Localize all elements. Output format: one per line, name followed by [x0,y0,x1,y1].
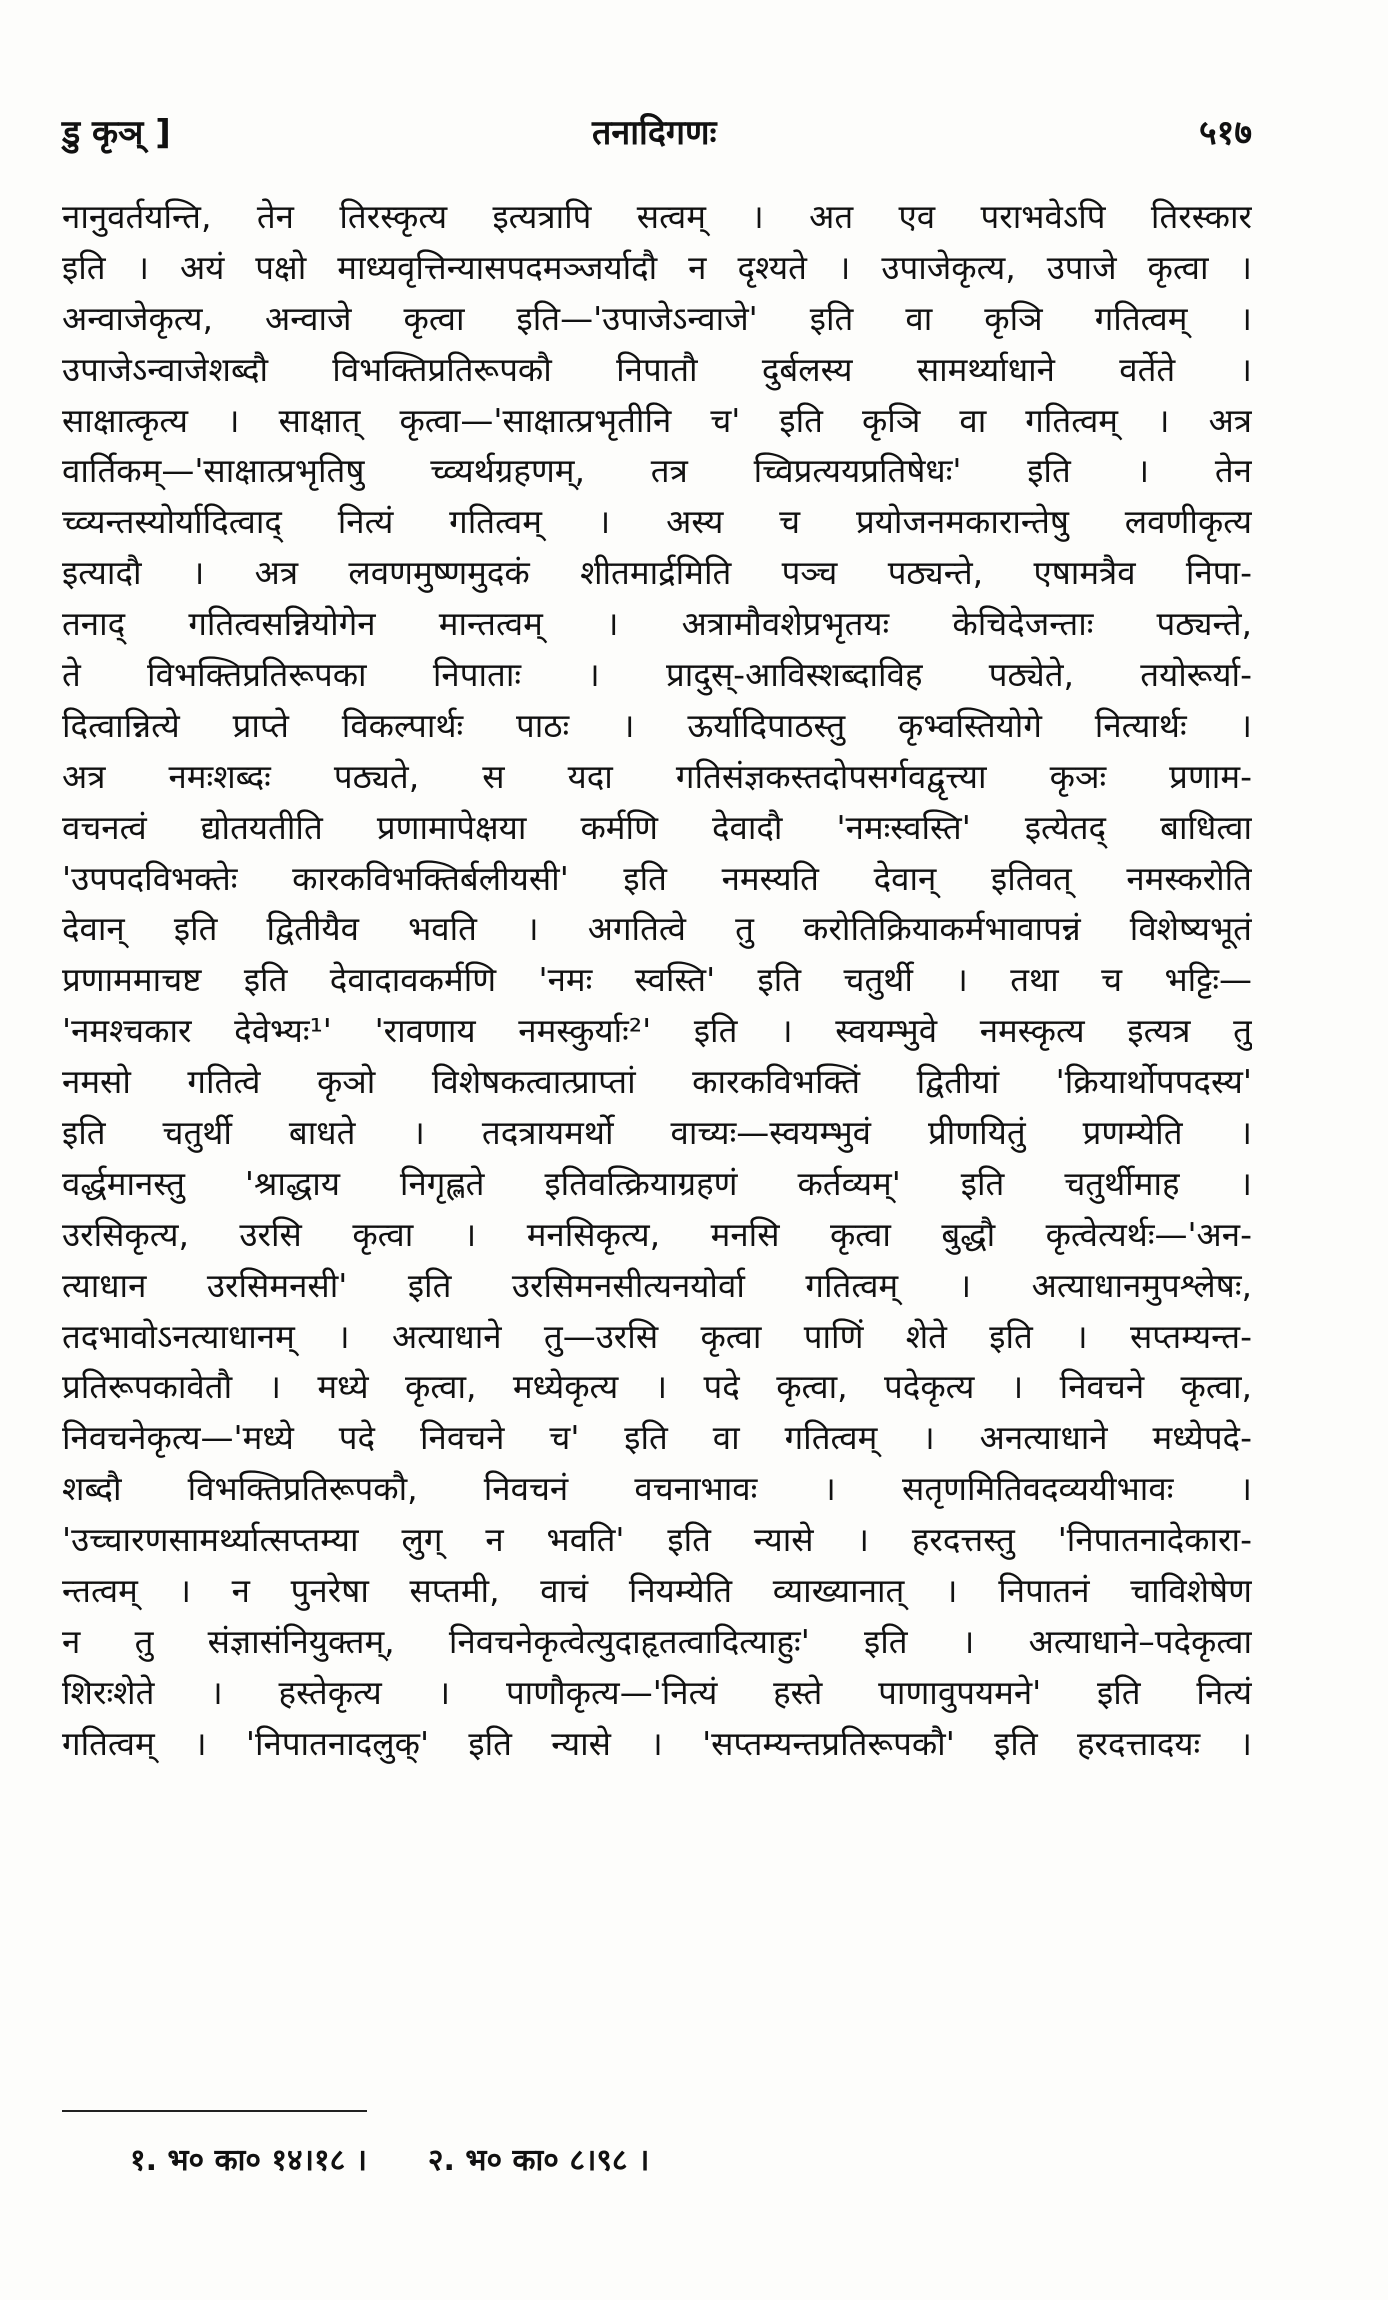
text-line: देवान् इति द्वितीयैव भवति । अगतित्वे तु करोतिक्रियाकर्मभावापन्नं विशेष्यभूतं [62,909,1252,949]
text-line: शब्दौ विभक्तिप्रतिरूपकौ, निवचनं वचनाभावः । सतृणमितिवदव्ययीभावः । [62,1469,1252,1509]
text-line: इत्यादौ । अत्र लवणमुष्णमुदकं शीतमार्द्रमिति पञ्च पठ्यन्ते, एषामत्रैव निपा- [62,553,1252,593]
text-line: निवचनेकृत्य—'मध्ये पदे निवचने च' इति वा गतित्वम् । अनत्याधाने मध्येपदे- [62,1418,1252,1458]
text-line: इति । अयं पक्षो माध्यवृत्तिन्यासपदमञ्जर्यादौ न दृश्यते । उपाजेकृत्य, उपाजे कृत्वा । [62,247,1252,287]
text-line: प्रतिरूपकावेतौ । मध्ये कृत्वा, मध्येकृत्य । पदे कृत्वा, पदेकृत्य । निवचने कृत्वा, [62,1367,1252,1407]
body-text [62,192,1252,1770]
footnote-2: २. भ० का० ८।९८ । [427,2143,650,2178]
text-line: नमसो गतित्वे कृञो विशेषकत्वात्प्राप्तां कारकविभक्तिं द्वितीयां 'क्रियार्थोपपदस्य' [62,1062,1252,1102]
text-line: अत्र नमःशब्दः पठ्यते, स यदा गतिसंज्ञकस्तदोपसर्गवद्वृत्त्या कृञः प्रणाम- [62,756,1252,796]
footnotes [130,2138,649,2179]
text-line: 'उपपदविभक्तेः कारकविभक्तिर्बलीयसी' इति नमस्यति देवान् इतिवत् नमस्करोति [62,858,1252,898]
footnote-divider [62,2110,367,2112]
text-line: अन्वाजेकृत्य, अन्वाजे कृत्वा इति—'उपाजेऽन्वाजे' इति वा कृञि गतित्वम् । [62,298,1252,338]
text-line: शिरःशेते । हस्तेकृत्य । पाणौकृत्य—'नित्यं हस्ते पाणावुपयमने' इति नित्यं [62,1672,1252,1712]
text-line: इति चतुर्थी बाधते । तदत्रायमर्थो वाच्यः—स्वयम्भुवं प्रीणयितुं प्रणम्येति । [62,1113,1252,1153]
page-number: ५१७ [1198,113,1252,153]
footnote-1: १. भ० का० १४।१८ । [130,2143,368,2178]
header-chapter-title: तनादिगणः [592,113,717,153]
running-header [62,108,1252,168]
text-line: च्व्यन्तस्योर्यादित्वाद् नित्यं गतित्वम् । अस्य च प्रयोजनमकारान्तेषु लवणीकृत्य [62,502,1252,542]
text-line: साक्षात्कृत्य । साक्षात् कृत्वा—'साक्षात्प्रभृतीनि च' इति कृञि वा गतित्वम् । अत्र [62,400,1252,440]
text-line: गतित्वम् । 'निपातनादलुक्' इति न्यासे । 'सप्तम्यन्तप्रतिरूपकौ' इति हरदत्तादयः । [62,1723,1252,1763]
text-line: त्याधान उरसिमनसी' इति उरसिमनसीत्यनयोर्वा गतित्वम् । अत्याधानमुपश्लेषः, [62,1265,1252,1305]
text-line: वार्तिकम्—'साक्षात्प्रभृतिषु च्व्यर्थग्रहणम्, तत्र च्विप्रत्ययप्रतिषेधः' इति । तेन [62,451,1252,491]
text-line: न तु संज्ञासंनियुक्तम्, निवचनेकृत्वेत्युदाहृतत्वादित्याहुः' इति । अत्याधाने–पदेकृत्वा [62,1621,1252,1661]
header-left-section-ref: डु कृञ् ] [62,113,171,153]
text-line: नानुवर्तयन्ति, तेन तिरस्कृत्य इत्यत्रापि सत्वम् । अत एव पराभवेऽपि तिरस्कार [62,197,1252,236]
text-line: 'नमश्चकार देवेभ्यः¹' 'रावणाय नमस्कुर्याः²' इति । स्वयम्भुवे नमस्कृत्य इत्यत्र तु [62,1011,1252,1051]
text-line: उरसिकृत्य, उरसि कृत्वा । मनसिकृत्य, मनसि कृत्वा बुद्धौ कृत्वेत्यर्थः—'अन- [62,1214,1252,1254]
text-line: उपाजेऽन्वाजेशब्दौ विभक्तिप्रतिरूपकौ निपातौ दुर्बलस्य सामर्थ्याधाने वर्तेते । [62,349,1252,389]
text-line: न्तत्वम् । न पुनरेषा सप्तमी, वाचं नियम्येति व्याख्यानात् । निपातनं चाविशेषेण [62,1571,1252,1611]
text-line: 'उच्चारणसामर्थ्यात्सप्तम्या लुग् न भवति' इति न्यासे । हरदत्तस्तु 'निपातनादेकारा- [62,1520,1252,1560]
text-line: ते विभक्तिप्रतिरूपका निपाताः । प्रादुस्-आविस्शब्दाविह पठ्येते, तयोरूर्या- [62,655,1252,695]
text-line: दित्वान्नित्ये प्राप्ते विकल्पार्थः पाठः । ऊर्यादिपाठस्तु कृभ्वस्तियोगे नित्यार्थः । [62,705,1252,745]
text-line: तनाद् गतित्वसन्नियोगेन मान्तत्वम् । अत्रामौवशेप्रभृतयः केचिदेजन्ताः पठ्यन्ते, [62,604,1252,644]
text-line: तदभावोऽनत्याधानम् । अत्याधाने तु—उरसि कृत्वा पाणिं शेते इति । सप्तम्यन्त- [62,1316,1252,1356]
text-line: प्रणाममाचष्ट इति देवादावकर्मणि 'नमः स्वस्ति' इति चतुर्थी । तथा च भट्टिः— [62,960,1252,1000]
text-line: वर्द्धमानस्तु 'श्राद्धाय निगृह्लते इतिवत्क्रियाग्रहणं कर्तव्यम्' इति चतुर्थीमाह । [62,1163,1252,1203]
text-line: वचनत्वं द्योतयतीति प्रणामापेक्षया कर्मणि देवादौ 'नमःस्वस्ति' इत्येतद् बाधित्वा [62,807,1252,847]
